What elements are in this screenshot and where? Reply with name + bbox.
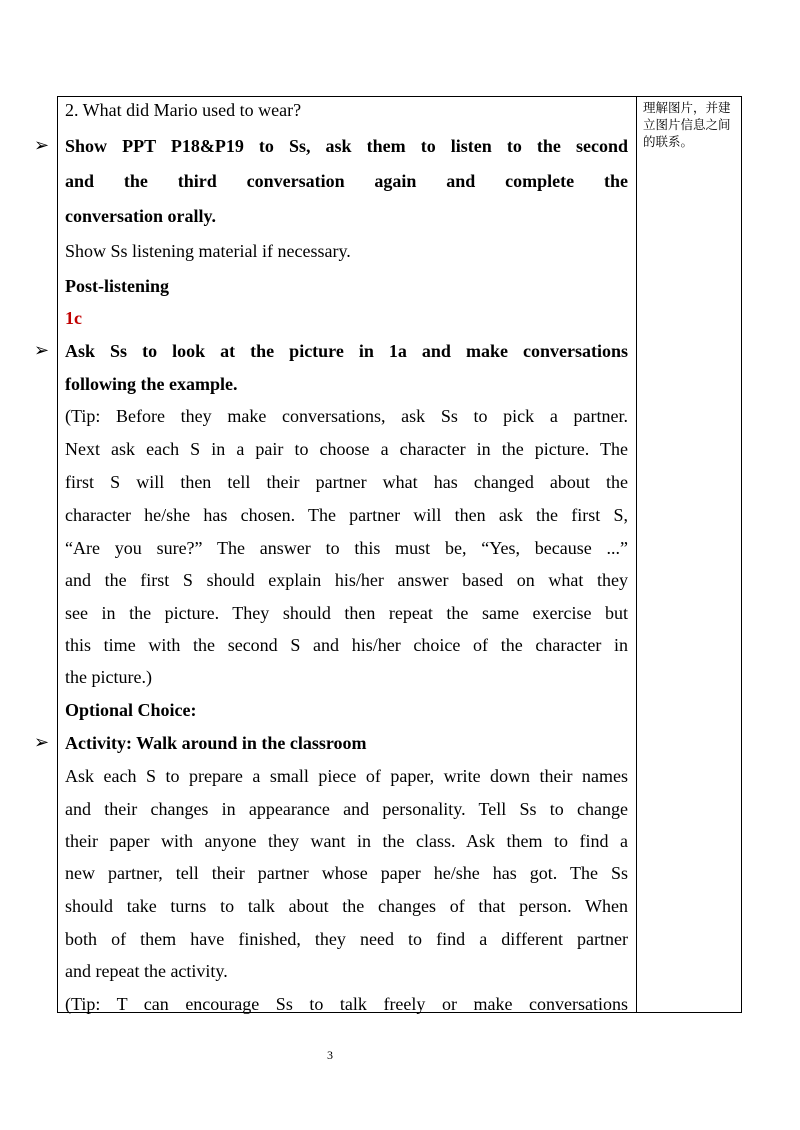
tip-line: see in the picture. They should then repeat the same exercise but — [65, 603, 628, 623]
text-line: Show Ss listening material if necessary. — [65, 241, 351, 261]
activity-code: 1c — [65, 308, 82, 328]
tip-line: (Tip: T can encourage Ss to talk freely or make conversations — [65, 994, 628, 1014]
side-note: 理解图片，并建立图片信息之间的联系。 — [643, 100, 731, 149]
section-heading: Optional Choice: — [65, 700, 197, 720]
bullet-arrow-icon: ➢ — [34, 732, 50, 753]
bullet-arrow-icon: ➢ — [34, 340, 50, 361]
bullet-arrow-icon: ➢ — [34, 135, 50, 156]
text-line: their paper with anyone they want in the class. Ask them to find a — [65, 831, 628, 851]
instruction-line: Show PPT P18&P19 to Ss, ask them to listen to the second — [65, 136, 628, 156]
tip-line: this time with the second S and his/her choice of the character in — [65, 635, 628, 655]
tip-line: character he/she has chosen. The partner will then ask the first S, — [65, 505, 628, 525]
text-line: Ask each S to prepare a small piece of paper, write down their names — [65, 766, 628, 786]
tip-line: Next ask each S in a pair to choose a character in the picture. The — [65, 439, 628, 459]
instruction-line: conversation orally. — [65, 206, 216, 226]
tip-line: (Tip: Before they make conversations, ask Ss to pick a partner. — [65, 406, 628, 426]
tip-line: the picture.) — [65, 667, 152, 687]
column-divider — [636, 97, 637, 1012]
activity-title: Activity: Walk around in the classroom — [65, 733, 367, 753]
text-line: and repeat the activity. — [65, 961, 228, 981]
page-number: 3 — [327, 1048, 333, 1062]
text-line: and their changes in appearance and personality. Tell Ss to change — [65, 799, 628, 819]
tip-line: “Are you sure?” The answer to this must be, “Yes, because ...” — [65, 538, 628, 558]
tip-line: first S will then tell their partner what has changed about the — [65, 472, 628, 492]
section-heading: Post-listening — [65, 276, 170, 296]
tip-line: and the first S should explain his/her answer based on what they — [65, 570, 628, 590]
instruction-line: and the third conversation again and complete the — [65, 171, 628, 191]
instruction-line: following the example. — [65, 374, 238, 394]
text-line: should take turns to talk about the changes of that person. When — [65, 896, 628, 916]
instruction-line: Ask Ss to look at the picture in 1a and make conversations — [65, 341, 628, 361]
text-line: both of them have finished, they need to find a different partner — [65, 929, 628, 949]
question-line: 2. What did Mario used to wear? — [65, 100, 302, 120]
text-line: new partner, tell their partner whose paper he/she has got. The Ss — [65, 863, 628, 883]
